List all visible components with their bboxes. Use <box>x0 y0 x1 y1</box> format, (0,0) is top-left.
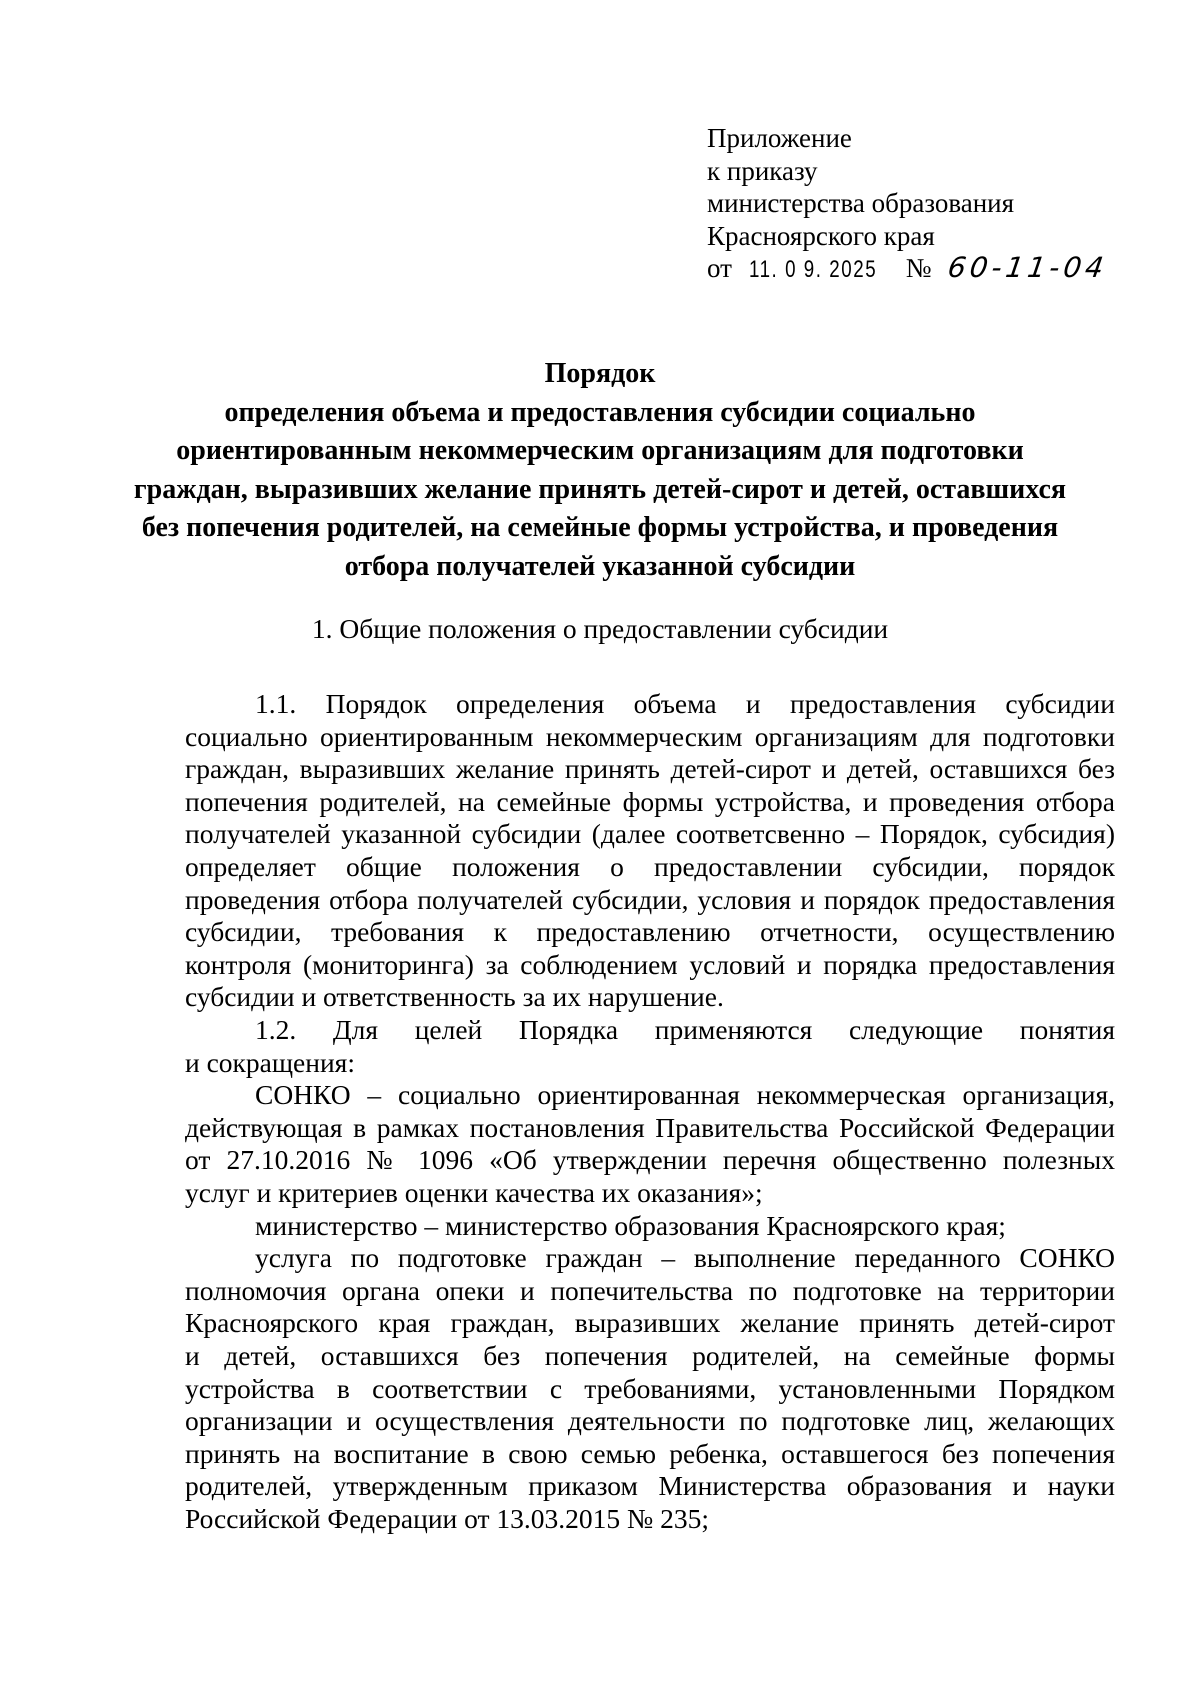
body-line: действующая в рамках постановления Правительства Российской Федерации <box>185 1111 1115 1143</box>
body-line: 1.2. Для целей Порядка применяются следующие понятия <box>255 1014 1115 1045</box>
title-line: граждан, выразивших желание принять детей-сирот и детей, оставшихся <box>133 473 1067 505</box>
appendix-line: Приложение <box>707 123 852 153</box>
order-date: 11. 0 9. 2025 <box>748 256 877 283</box>
paragraph-1-1 <box>185 688 1115 1014</box>
body-line: попечения родителей, на семейные формы устройства, и проведения отбора <box>185 785 1115 817</box>
body-line: 1.1. Порядок определения объема и предоставления субсидии <box>255 688 1115 719</box>
section-heading: 1. Общие положения о предоставлении субсидии <box>311 613 889 644</box>
appendix-line: к приказу <box>707 155 818 186</box>
body-line: от 27.10.2016 № 1096 «Об утверждении перечня общественно полезных <box>185 1144 1115 1176</box>
body-line: социально ориентированным некоммерческим организациям для подготовки <box>185 720 1115 752</box>
body-line: проведения отбора получателей субсидии, условия и порядок предоставления <box>185 883 1115 915</box>
body-line: СОНКО – социально ориентированная некоммерческая организация, <box>255 1079 1115 1111</box>
body-line: контроля (мониторинга) за соблюдением условий и порядка предоставления <box>185 948 1115 980</box>
order-number: 60-11-04 <box>946 251 1110 284</box>
appendix-block <box>707 122 1127 287</box>
body-line: полномочия органа опеки и попечительства по подготовке на территории <box>185 1274 1115 1306</box>
body-line: граждан, выразивших желание принять детей-сирот и детей, оставшихся без <box>185 753 1115 785</box>
order-date-prefix: от <box>707 253 732 283</box>
body-line: и детей, оставшихся без попечения родителей, на семейные формы <box>185 1339 1115 1371</box>
body-line: родителей, утвержденным приказом Министерства образования и науки <box>185 1470 1115 1502</box>
title-line: отбора получателей указанной субсидии <box>344 550 856 582</box>
body-line: организации и осуществления деятельности по подготовке лиц, желающих <box>185 1405 1115 1437</box>
body-line: услуга по подготовке граждан – выполнение переданного СОНКО <box>255 1242 1115 1274</box>
body-line: принять на воспитание в свою семью ребенка, оставшегося без попечения <box>185 1437 1115 1469</box>
body-line: Российской Федерации от 13.03.2015 № 235; <box>185 1502 710 1534</box>
body-line: министерство – министерство образования Красноярского края; <box>255 1209 1006 1241</box>
body-line: и сокращения: <box>185 1046 355 1078</box>
document-title <box>100 355 1100 587</box>
order-number-sign: № <box>905 253 932 283</box>
body-line: субсидии и ответственность за их нарушение. <box>185 981 724 1013</box>
title-line: Порядок <box>544 358 656 389</box>
body-line: устройства в соответствии с требованиями, установленными Порядком <box>185 1372 1115 1404</box>
paragraph-1-2 <box>185 1014 1115 1536</box>
appendix-line: Красноярского края <box>707 220 935 251</box>
order-reference <box>707 252 1127 287</box>
body-line: субсидии, требования к предоставлению отчетности, осуществлению <box>185 916 1115 948</box>
appendix-line: министерства образования <box>707 188 1015 218</box>
body-line: Красноярского края граждан, выразивших желание принять детей-сирот <box>185 1307 1115 1339</box>
title-line: ориентированным некоммерческим организациям для подготовки <box>176 435 1024 467</box>
body-line: определяет общие положения о предоставлении субсидии, порядок <box>185 850 1115 882</box>
title-line: без попечения родителей, на семейные формы устройства, и проведения <box>141 512 1059 544</box>
body-line: услуг и критериев оценки качества их оказания»; <box>185 1176 763 1208</box>
body-line: получателей указанной субсидии (далее соответсвенно – Порядок, субсидия) <box>185 818 1115 850</box>
title-line: определения объема и предоставления субсидии социально <box>224 396 976 428</box>
